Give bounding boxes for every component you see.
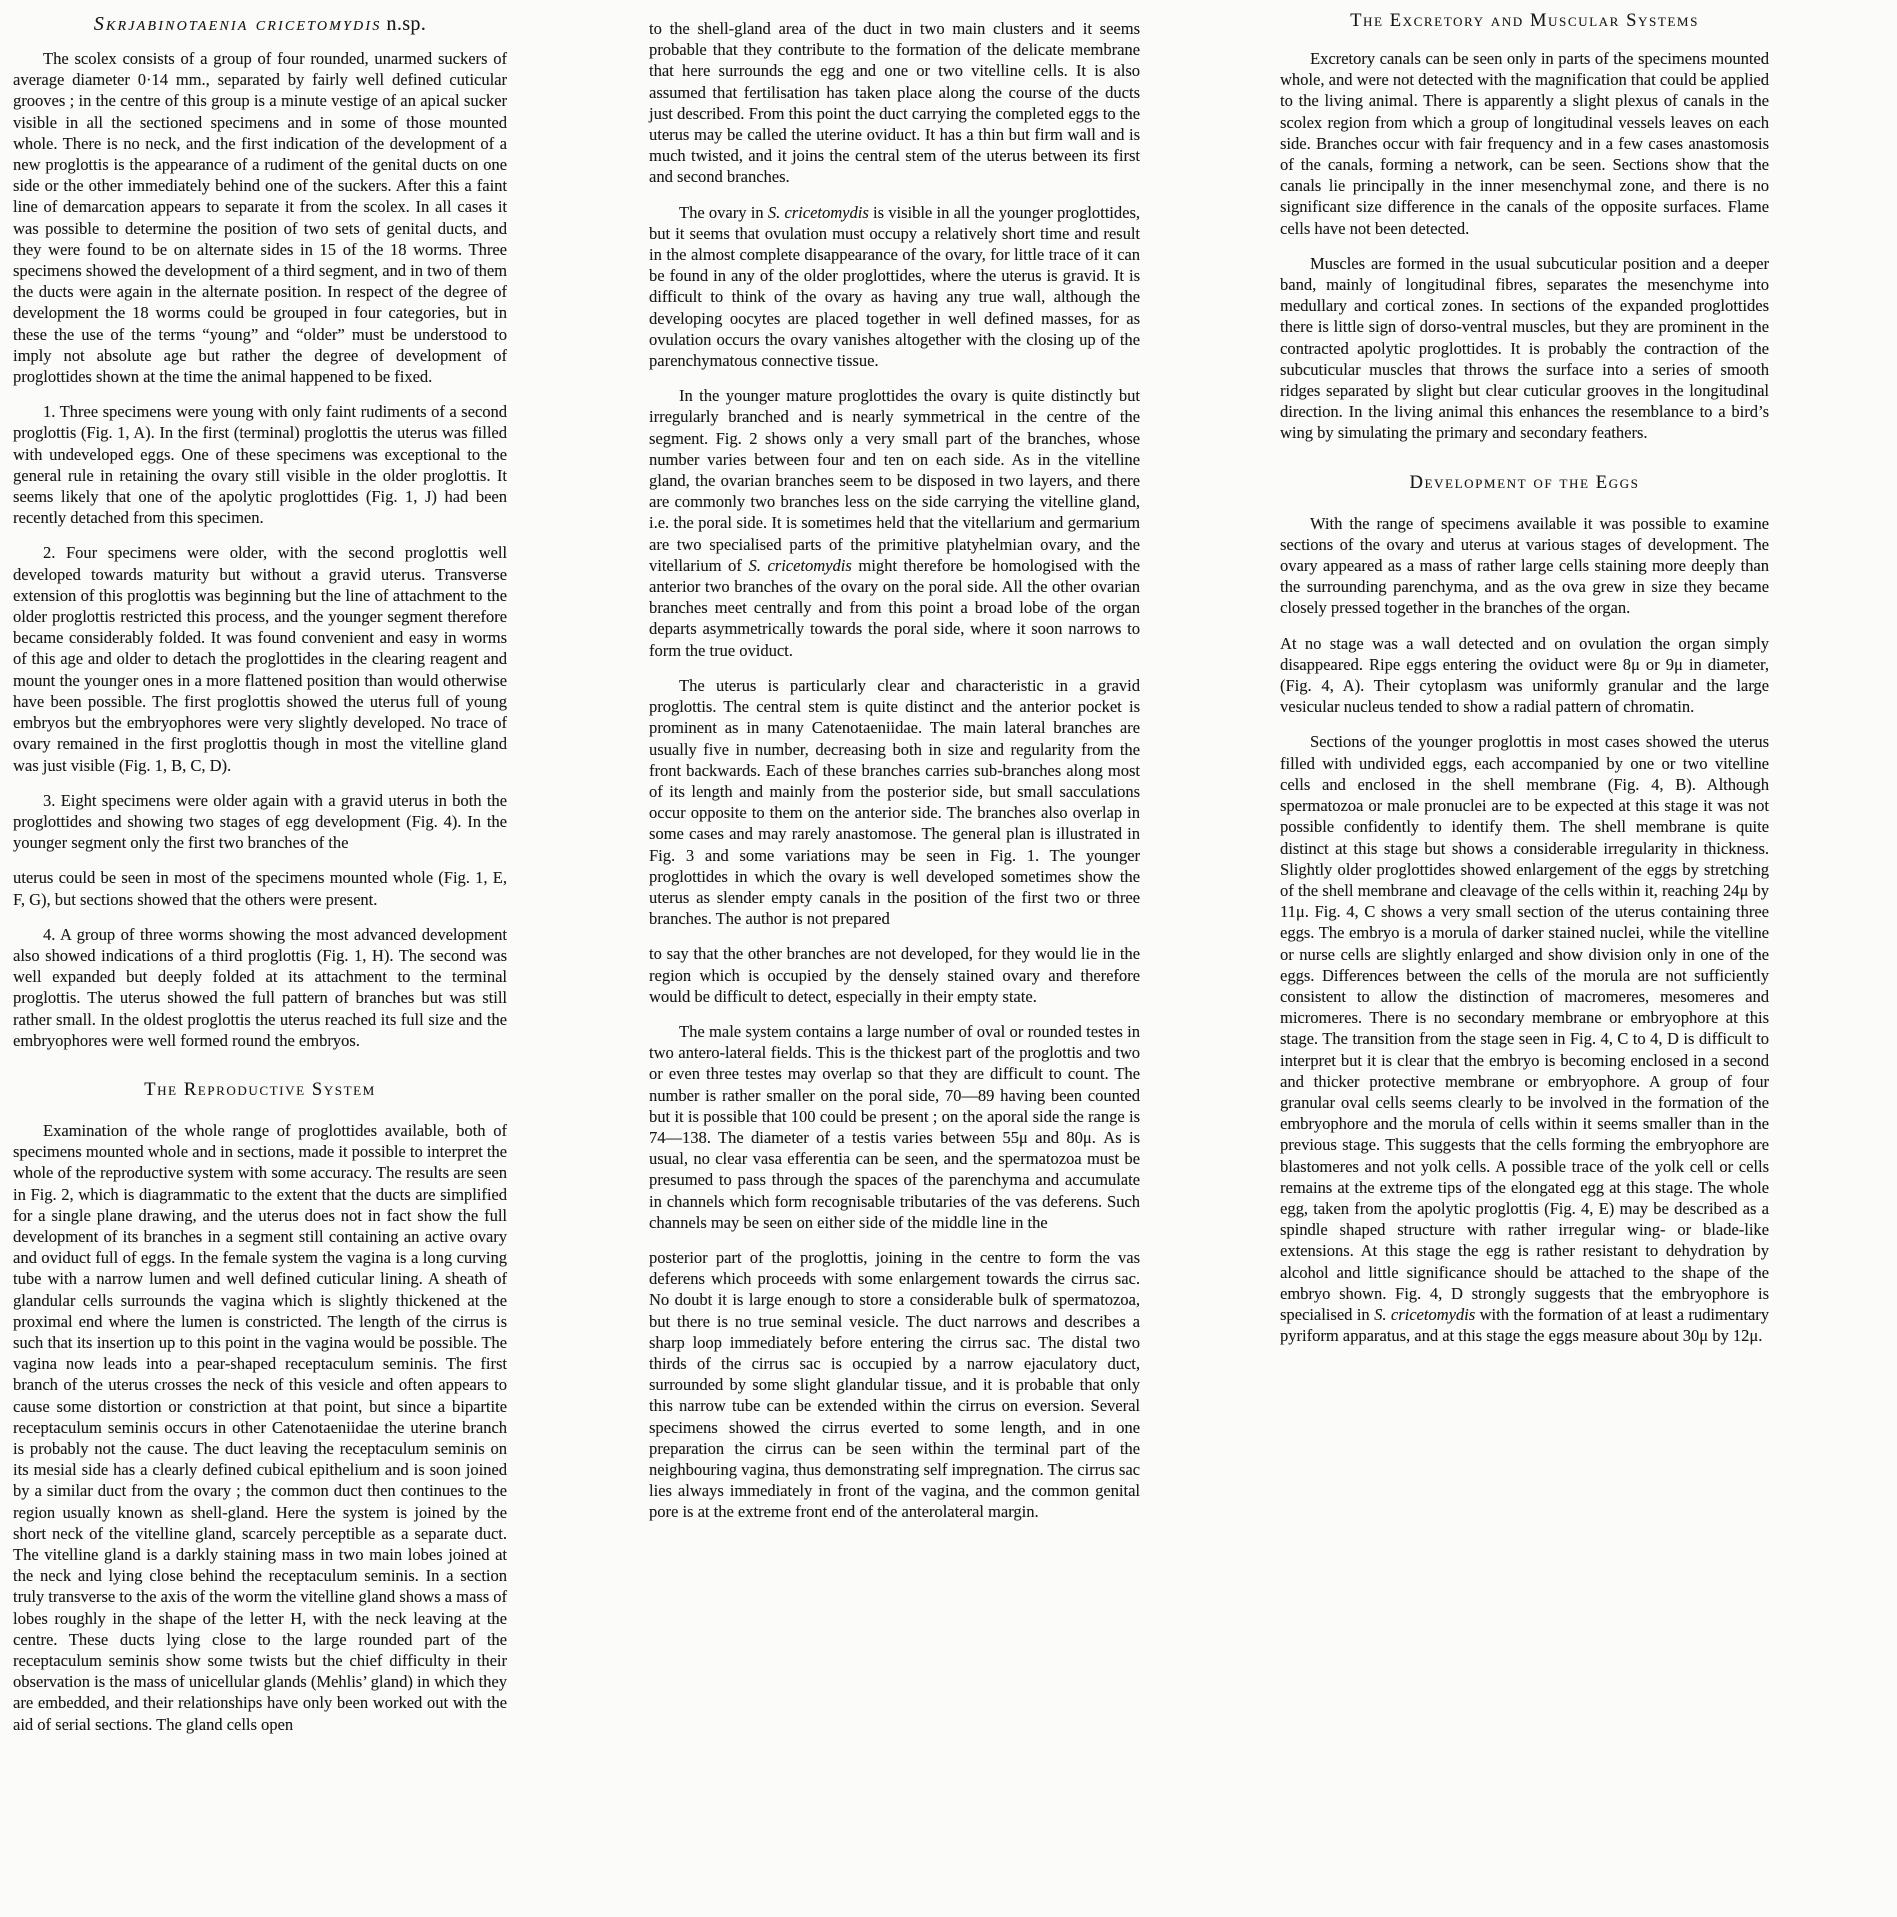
species-name: Skrjabinotaenia cricetomydis	[93, 13, 382, 35]
paragraph: 4. A group of three worms showing the most advanced development also showed indications of a third proglottis (Fig. 1, H). The second was well expanded but deeply folded at its attachment to the terminal proglottis. The uterus showed the full pattern of branches but was still rather small. In the oldest proglottis the uterus reached its full size and the embryophores were well formed round the embryos.	[13, 924, 507, 1050]
paragraph: With the range of specimens available it was possible to examine sections of the ovary and uterus at various stages of development. The ovary appeared as a mass of rather large cells staining more deeply than the surrounding parenchyma, and as the ova grew in size they became closely pressed together in the branches of the organ.	[1280, 513, 1769, 618]
paragraph: Sections of the younger proglottis in most cases showed the uterus filled with undivided eggs, each accompanied by one or two vitelline cells and enclosed in the shell membrane (Fig. 4, B). Although spermatozoa or male pronuclei are to be expected at this stage it was not possible confidently to identify them. The shell membrane is quite distinct at this stage but shows a considerable irregularity in thickness. Slightly older proglottides showed enlargement of the eggs by stretching of the shell membrane and cleavage of the cells within it, reaching 24μ by 11μ. Fig. 4, C shows a very small section of the uterus containing three eggs. The embryo is a morula of darker stained nuclei, while the vitelline or nurse cells are slightly enlarged and show division only in one of the eggs. Differences between the cells of the morula are not sufficiently consistent to allow the distinction of macromeres, mesomeres and micromeres. There is no secondary membrane or embryophore at this stage. The transition from the stage seen in Fig. 4, C to 4, D is difficult to interpret but it is clear that the embryo is becoming enclosed in a second and thicker protective membrane or embryophore. A group of four granular oval cells seems clearly to be involved in the formation of the embryophore and the morula of cells within it seems smaller than in the previous stage. This suggests that the cells forming the embryophore are blastomeres and not yolk cells. A possible trace of the yolk cell or cells remains at the extreme tips of the elongated egg at this stage. The whole egg, taken from the apolytic proglottis (Fig. 4, E) may be described as a spindle shaped structure with rather irregular wing- or blade-like extensions. At this stage the egg is rather resistant to dehydration by alcohol and little significance should be attached to the shape of the embryo shown. Fig. 4, D strongly suggests that the embryophore is specialised in S. cricetomydis with the formation of at least a rudimentary pyriform apparatus, and at this stage the eggs measure about 30μ by 12μ.	[1280, 732, 1769, 1346]
paragraph: The ovary in S. cricetomydis is visible in all the younger proglottides, but it seems that ovulation must occupy a relatively short time and result in the almost complete disappearance of the ovary, for little trace of it can be found in any of the older proglottides, where the uterus is gravid. It is difficult to think of the ovary as having any true wall, although the developing oocytes are placed together in well defined masses, for as ovulation occurs the ovary vanishes altogether with the closing up of the parenchymatous connective tissue.	[649, 202, 1140, 371]
paragraph: Examination of the whole range of proglottides available, both of specimens mounted whole and in sections, made it possible to interpret the whole of the reproductive system with some accuracy. The results are seen in Fig. 2, which is diagrammatic to the extent that the ducts are simplified for a single plane drawing, and the uterus does not in fact show the full development of its branches in a segment still containing an active ovary and oviduct full of eggs. In the female system the vagina is a long curving tube with a narrow lumen and well defined cuticular lining. A sheath of glandular cells surrounds the vagina which is slightly thickened at the proximal end where the lumen is constricted. The length of the cirrus is such that its insertion up to this point in the vagina would be possible. The vagina now leads into a pear-shaped receptaculum seminis. The first branch of the uterus crosses the neck of this vesicle and often appears to cause some distortion or constriction at that point, but since a bipartite receptaculum seminis occurs in other Catenotaeniidae the uterine branch is probably not the cause. The duct leaving the receptaculum seminis on its mesial side has a clearly defined cubical epithelium and is soon joined by a similar duct from the ovary ; the common duct then continues to the region usually known as shell-gland. Here the system is joined by the short neck of the vitelline gland, scarcely perceptible as a separate duct. The vitelline gland is a darkly staining mass in two main lobes joined at the neck and lying close behind the receptaculum seminis. In a section truly transverse to the axis of the worm the vitelline gland shows a mass of lobes roughly in the shape of the letter H, with the neck leaving at the centre. These ducts lying close to the large rounded part of the receptaculum seminis show some twists but the chief difficulty in their observation is the mass of unicellular glands (Mehlis’ gland) in which they are embedded, and their relationships have only been worked out with the aid of serial sections. The gland cells open	[13, 1120, 507, 1734]
section-heading: The Excretory and Muscular Systems	[1350, 11, 1699, 31]
text-column-1	[13, 0, 507, 1735]
text-column-2	[649, 0, 1140, 1523]
paragraph: 2. Four specimens were older, with the second proglottis well developed towards maturity but without a gravid uterus. Transverse extension of this proglottis was beginning but the line of attachment to the older proglottis restricted this process, and the younger segment therefore became considerably folded. It was found convenient and easy in worms of this age and older to detach the proglottides in the clearing reagent and mount the younger ones in a more flattened position than would otherwise have been possible. The first proglottis showed the uterus full of young embryos but the embryophores were very slightly developed. No trace of ovary remained in the first proglottis though in most the vitelline gland was just visible (Fig. 1, B, C, D).	[13, 543, 507, 775]
paragraph: 1. Three specimens were young with only faint rudiments of a second proglottis (Fig. 1, A). In the first (terminal) proglottis the uterus was filled with undeveloped eggs. One of these specimens was exceptional to the general rule in retaining the ovary still visible in the older proglottis. It seems likely that one of the apolytic proglottides (Fig. 1, J) had been recently detached from this specimen.	[13, 402, 507, 528]
species-suffix: n.sp.	[386, 13, 427, 35]
paragraph: posterior part of the proglottis, joining in the centre to form the vas deferens which proceeds with some enlargement towards the cirrus sac. No doubt it is large enough to store a considerable bulk of spermatozoa, but there is no true seminal vesicle. The duct narrows and describes a sharp loop immediately before entering the cirrus sac. The distal two thirds of the cirrus sac is occupied by a narrow ejaculatory duct, surrounded by some slight glandular tissue, and it is probable that only this narrow tube can be extended within the cirrus on eversion. Several specimens showed the cirrus everted to some length, and in one preparation the cirrus can be seen within the terminal part of the neighbouring vagina, thus demonstrating self impregnation. The cirrus sac lies always immediately in front of the vagina, and the common genital pore is at the extreme front end of the anterolateral margin.	[649, 1247, 1140, 1522]
paragraph: uterus could be seen in most of the specimens mounted whole (Fig. 1, E, F, G), but sections showed that the others were present.	[13, 868, 507, 909]
section-heading: The Reproductive System	[144, 1079, 376, 1100]
paragraph: In the younger mature proglottides the ovary is quite distinctly but irregularly branched and is nearly symmetrical in the centre of the segment. Fig. 2 shows only a very small part of the branches, whose number varies between four and ten on each side. As in the vitelline gland, the ovarian branches seem to be disposed in two layers, and there are commonly two branches less on the side carrying the vitelline gland, i.e. the poral side. It is sometimes held that the vitellarium and germarium are two specialised parts of the primitive platyhelmian ovary, and the vitellarium of S. cricetomydis might therefore be homologised with the anterior two branches of the ovary on the poral side. All the other ovarian branches meet centrally and from this point a broad lobe of the organ departs asymmetrically towards the poral side, where it soon narrows to form the true oviduct.	[649, 386, 1140, 660]
section-heading: Development of the Eggs	[1409, 472, 1640, 493]
paragraph: The scolex consists of a group of four rounded, unarmed suckers of average diameter 0·14 mm., separated by fairly well defined cuticular grooves ; in the centre of this group is a minute vestige of an apical sucker visible in all the sectioned specimens and in some of those mounted whole. There is no neck, and the first indication of the development of a new proglottis is the appearance of a rudiment of the genital ducts on one side or the other immediately behind one of the suckers. After this a faint line of demarcation appears to separate it from the scolex. In all cases it was possible to determine the position of two sets of genital ducts, and they were found to be on alternate sides in 15 of the 18 worms. Three specimens showed the development of a third segment, and in two of them the ducts were again in the alternate position. In respect of the degree of development the 18 worms could be grouped in four categories, but in these the use of the terms “young” and “older” must be understood to imply not absolute age but rather the degree of development of proglottides shown at the time the animal happened to be fixed.	[13, 49, 507, 387]
paragraph: 3. Eight specimens were older again with a gravid uterus in both the proglottides and showing two stages of egg development (Fig. 4). In the younger segment only the first two branches of the	[13, 790, 507, 853]
paragraph: The male system contains a large number of oval or rounded testes in two antero-lateral fields. This is the thickest part of the proglottis and two or even three testes may overlap so that they are difficult to count. The number is rather smaller on the poral side, 70—89 having been counted but it is possible that 100 could be present ; on the aporal side the range is 74—138. The diameter of a testis varies between 55μ and 80μ. As is usual, no clear vasa efferentia can be seen, and the spermatozoa must be presumed to pass through the spaces of the parenchyma and accumulate in channels which form recognisable tributaries of the vas deferens. Such channels may be seen on either side of the middle line in the	[649, 1021, 1140, 1232]
text-column-3	[1280, 0, 1769, 1346]
paragraph: Muscles are formed in the usual subcuticular position and a deeper band, mainly of longitudinal fibres, separates the mesenchyme into medullary and cortical zones. In sections of the expanded proglottides there is little sign of dorso-ventral muscles, but they are prominent in the contracted apolytic proglottides. It is probably the contraction of the subcuticular muscles that throws the surface into a series of smooth ridges separated by slight but clear cuticular grooves in the longitudinal direction. In the living animal this enhances the resemblance to a bird’s wing by simulating the primary and secondary feathers.	[1280, 253, 1769, 443]
paragraph: to say that the other branches are not developed, for they would lie in the region which is occupied by the densely stained ovary and therefore would be difficult to detect, especially in their empty state.	[649, 944, 1140, 1006]
paragraph: The uterus is particularly clear and characteristic in a gravid proglottis. The central stem is quite distinct and the anterior pocket is prominent as in many Catenotaeniidae. The main lateral branches are usually five in number, decreasing both in size and regularity from the front backwards. Each of these branches carries sub-branches along most of its length and mainly from the posterior side, but small sacculations occur opposite to them on the anterior side. The branches also overlap in some cases and may rarely anastomose. The general plan is illustrated in Fig. 3 and some variations may be seen in Fig. 1. The younger proglottides in which the ovary is well developed sometimes show the uterus as slender empty canals in the position of the first two or three branches. The author is not prepared	[649, 675, 1140, 929]
paragraph: At no stage was a wall detected and on ovulation the organ simply disappeared. Ripe eggs entering the oviduct were 8μ or 9μ in diameter, (Fig. 4, A). Their cytoplasm was uniformly granular and the large vesicular nucleus tended to show a radial pattern of chromatin.	[1280, 633, 1769, 717]
article-title	[13, 12, 507, 36]
paragraph: Excretory canals can be seen only in parts of the specimens mounted whole, and were not detected with the magnification that could be applied to the living animal. There is apparently a slight plexus of canals in the scolex region from which a group of longitudinal vessels leaves on each side. Branches occur with fair frequency and in a few cases anastomosis of the canals, forming a network, can be seen. Sections show that the canals lie principally in the inner mesenchymal zone, and there is no significant size difference in the canals of the opposite surfaces. Flame cells have not been detected.	[1280, 49, 1769, 238]
paragraph: to the shell-gland area of the duct in two main clusters and it seems probable that they contribute to the formation of the delicate membrane that here surrounds the egg and one or two vitelline cells. It is also assumed that fertilisation has taken place along the course of the ducts just described. From this point the duct carrying the completed eggs to the uterus may be called the uterine oviduct. It has a thin but firm wall and is much twisted, and it joins the central stem of the uterus between its first and second branches.	[649, 19, 1140, 187]
